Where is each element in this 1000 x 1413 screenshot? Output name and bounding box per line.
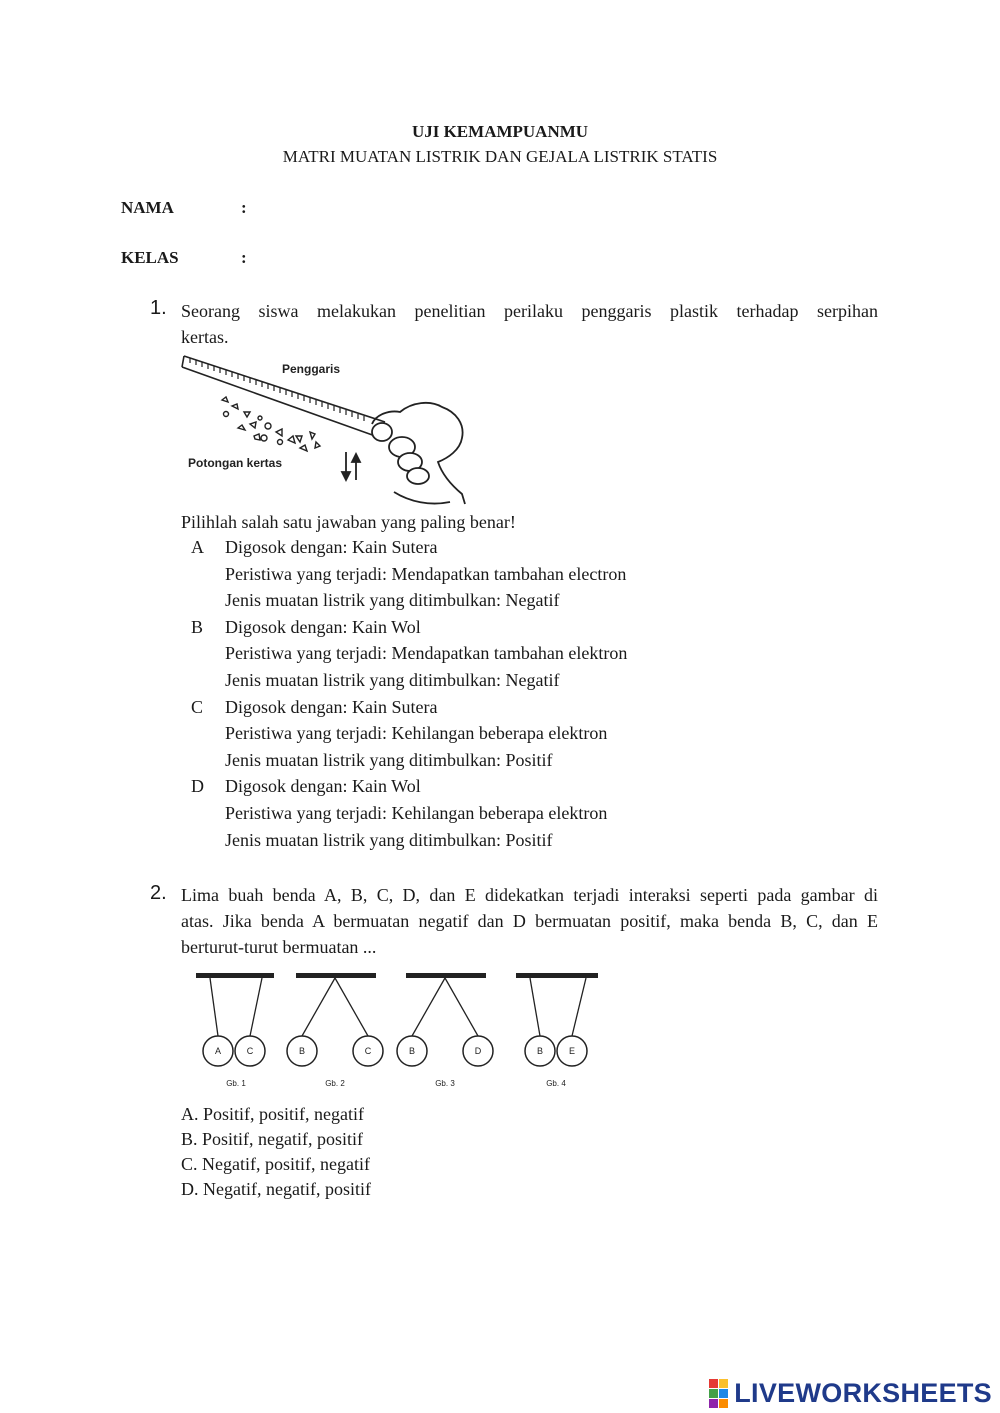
name-colon: : — [241, 198, 247, 217]
hand-drawing — [372, 403, 465, 504]
panel-caption: Gb. 2 — [325, 1079, 345, 1088]
sphere-label: C — [364, 1046, 372, 1056]
answer-2-b: B. Positif, negatif, positif — [181, 1129, 363, 1149]
question-2-number: 2. — [150, 882, 167, 904]
question-1-number: 1. — [150, 297, 167, 319]
pendulum-panel-4 — [516, 973, 598, 1088]
option-b-letter: B — [191, 617, 204, 637]
question-1-instruction: Pilihlah salah satu jawaban yang paling benar! — [181, 512, 516, 532]
liveworksheets-logo — [709, 1378, 992, 1409]
option-c-line-3: Jenis muatan listrik yang ditimbulkan: Positif — [225, 750, 553, 770]
option-a-line-3: Jenis muatan listrik yang ditimbulkan: Negatif — [225, 590, 560, 610]
question-2-line-3: berturut-turut bermuatan ... — [181, 937, 377, 957]
option-c-line-1: Digosok dengan: Kain Sutera — [225, 697, 438, 717]
answer-2-c: C. Negatif, positif, negatif — [181, 1154, 370, 1174]
option-a-line-2: Peristiwa yang terjadi: Mendapatkan tambahan electron — [225, 564, 627, 584]
sphere-label: B — [298, 1046, 306, 1056]
pendulum-figure — [190, 966, 610, 1092]
panel-caption: Gb. 3 — [435, 1079, 455, 1088]
pendulum-panel-1 — [196, 973, 274, 1088]
pendulum-panel-2 — [287, 973, 383, 1088]
name-label: NAMA — [121, 198, 174, 217]
option-d-line-2: Peristiwa yang terjadi: Kehilangan beberapa elektron — [225, 803, 608, 823]
option-a-letter: A — [191, 537, 204, 557]
option-c-letter: C — [191, 697, 204, 717]
option-c-line-2: Peristiwa yang terjadi: Kehilangan beberapa elektron — [225, 723, 608, 743]
question-2-line-1: Lima buah benda A, B, C, D, dan E didekatkan terjadi interaksi seperti pada gambar di — [181, 885, 878, 905]
sphere-label: A — [214, 1046, 222, 1056]
option-d-line-1: Digosok dengan: Kain Wol — [225, 776, 421, 796]
paper-label: Potongan kertas — [188, 456, 283, 470]
sphere-label: B — [408, 1046, 416, 1056]
answer-2-a: A. Positif, positif, negatif — [181, 1104, 364, 1124]
option-b-line-2: Peristiwa yang terjadi: Mendapatkan tambahan elektron — [225, 643, 628, 663]
option-d-letter: D — [191, 776, 204, 796]
sphere-label: C — [246, 1046, 254, 1056]
option-b-line-3: Jenis muatan listrik yang ditimbulkan: Negatif — [225, 670, 560, 690]
logo-mark-icon — [709, 1379, 728, 1408]
worksheet-title: UJI KEMAMPUANMU — [411, 122, 589, 141]
brand-name: LIVEWORKSHEETS — [734, 1378, 992, 1408]
pendulum-panel-3 — [397, 973, 493, 1088]
up-down-arrows — [342, 452, 360, 480]
question-2-line-2: atas. Jika benda A bermuatan negatif dan D bermuatan positif, maka benda B, C, dan E — [181, 911, 878, 931]
class-label: KELAS — [121, 248, 179, 267]
panel-caption: Gb. 4 — [546, 1079, 566, 1088]
worksheet-subtitle: MATRI MUATAN LISTRIK DAN GEJALA LISTRIK STATIS — [282, 147, 718, 166]
sphere-label: B — [536, 1046, 544, 1056]
question-1-line-2: kertas. — [181, 327, 229, 347]
sphere-label: D — [474, 1046, 482, 1056]
option-d-line-3: Jenis muatan listrik yang ditimbulkan: Positif — [225, 830, 553, 850]
sphere-label: E — [568, 1046, 576, 1056]
question-1-line-1: Seorang siswa melakukan penelitian perilaku penggaris plastik terhadap serpihan — [181, 301, 878, 321]
option-a-line-1: Digosok dengan: Kain Sutera — [225, 537, 438, 557]
ruler-label: Penggaris — [282, 362, 341, 376]
ruler-paper-figure — [180, 352, 470, 510]
class-colon: : — [241, 248, 247, 267]
option-b-line-1: Digosok dengan: Kain Wol — [225, 617, 421, 637]
answer-2-d: D. Negatif, negatif, positif — [181, 1179, 371, 1199]
panel-caption: Gb. 1 — [226, 1079, 246, 1088]
paper-pieces — [222, 397, 320, 451]
